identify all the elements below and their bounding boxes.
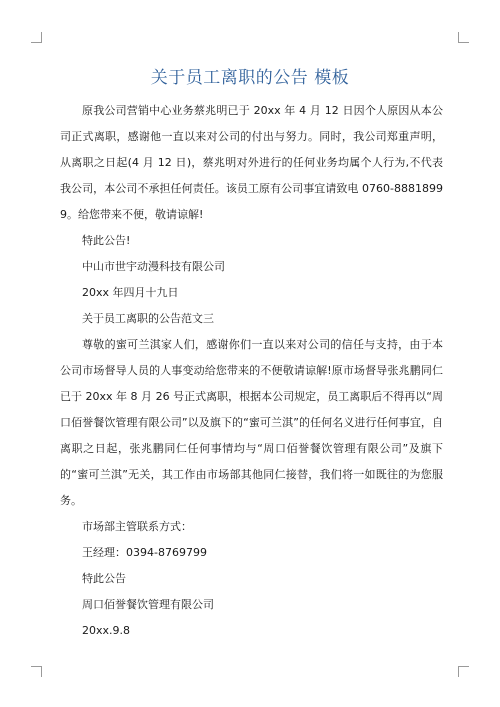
corner-mark-bottom-right — [458, 666, 469, 677]
notice1-body: 原我公司营销中心业务蔡兆明已于 20xx 年 4 月 12 日因个人原因从本公司正式离职，感谢他一直以来对公司的付出与努力。同时，我公司郑重声明，从离职之日起(4 月 12 日)，蔡兆明对外进行的任何业务均属个人行为,不代表我公司，本公司不承担任何责任。该员工原有公司事宜请致电 0760-88818999。给您带来不便，敬请谅解! — [60, 104, 443, 221]
notice1-company: 中山市世宇动漫科技有限公司 — [82, 260, 225, 273]
notice2-heading: 关于员工离职的公告范文三 — [82, 312, 214, 325]
document-body — [60, 98, 443, 644]
notice2-contact: 王经理：0394-8769799 — [82, 546, 207, 559]
corner-mark-top-right — [458, 32, 469, 43]
corner-mark-bottom-left — [31, 666, 42, 677]
notice1-date: 20xx 年四月十九日 — [82, 286, 179, 299]
notice2-date: 20xx.9.8 — [82, 624, 131, 637]
notice2-contact-label: 市场部主管联系方式： — [82, 520, 192, 533]
notice2-body: 尊敬的蜜可兰淇家人们，感谢你们一直以来对公司的信任与支持，由于本公司市场督导人员的人事变动给您带来的不便敬请谅解!原市场督导张兆鹏同仁已于 20xx 年 8 月 26 号正式离职，根据本公司规定，员工离职后不得再以“周口佰誉餐饮管理有限公司”以及旗下的“蜜可兰淇”的任何名义进行任何事宜，自离职之日起，张兆鹏同仁任何事情均与“周口佰誉餐饮管理有限公司”及旗下的“蜜可兰淇”无关，其工作由市场部其他同仁接替，我们将一如既往的为您服务。 — [60, 338, 443, 507]
notice1-closing: 特此公告! — [82, 234, 131, 247]
notice2-closing: 特此公告 — [82, 572, 126, 585]
document-title: 关于员工离职的公告 模板 — [150, 68, 350, 88]
corner-mark-top-left — [31, 32, 42, 43]
notice2-company: 周口佰誉餐饮管理有限公司 — [82, 598, 214, 611]
